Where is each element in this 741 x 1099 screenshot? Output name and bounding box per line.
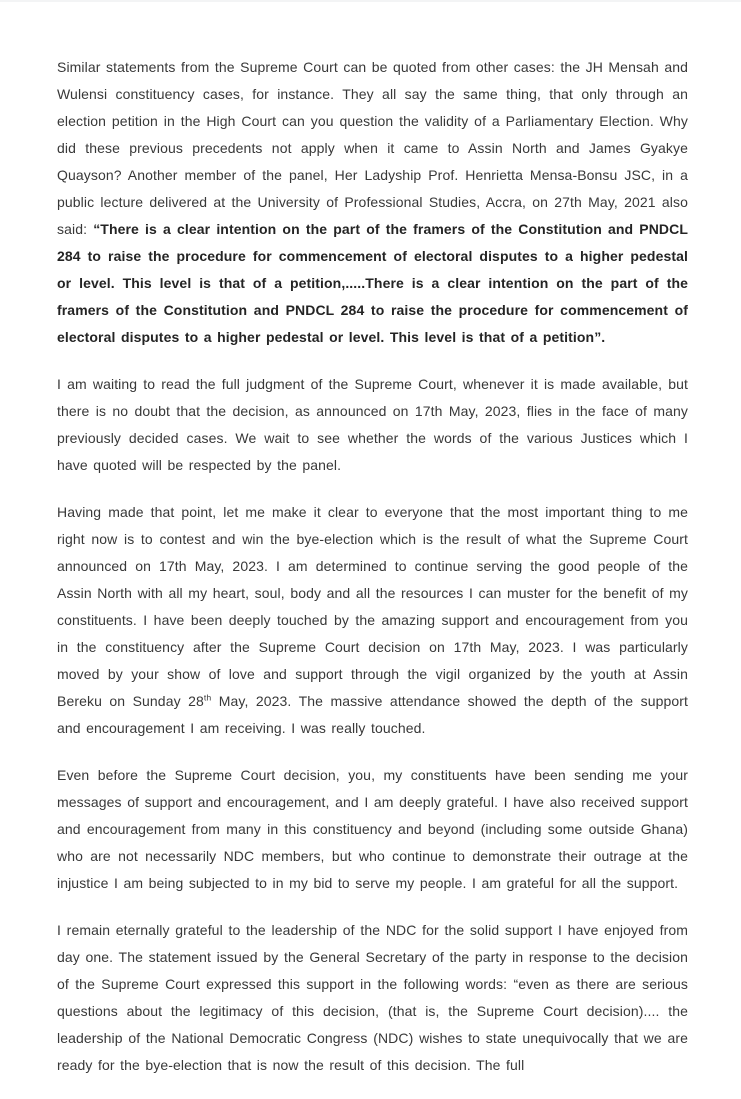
bold-quote-text: “There is a clear intention on the part of the framers of the Constitution and PNDCL 284 to raise the procedure for commencement of electoral disputes to a higher pedestal or level. This level is that of a petition,.....There is a clear intention on the part of the framers of the Constitution and PNDCL 284 to raise the procedure for commencement of electoral disputes to a higher pedestal or level. This level is that of a petition”.: [57, 221, 694, 345]
paragraph: [57, 499, 694, 742]
body-text: Having made that point, let me make it clear to everyone that the most important thing to me right now is to contest and win the bye-election which is the result of what the Supreme Court announced on 17th May, 2023. I am determined to continue serving the good people of the Assin North with all my heart, soul, body and all the resources I can muster for the benefit of my constituents. I have been deeply touched by the amazing support and encouragement from you in the constituency after the Supreme Court decision on 17th May, 2023. I was particularly moved by your show of love and support through the vigil organized by the youth at Assin Bereku on Sunday 28: [57, 504, 694, 709]
body-text: May, 2023. The massive attendance showed the depth of the support and encouragement I am receiving. I was really touched.: [57, 693, 694, 736]
body-text: I am waiting to read the full judgment of the Supreme Court, whenever it is made available, but there is no doubt that the decision, as announced on 17th May, 2023, flies in the face of many previously decided cases. We wait to see whether the words of the various Justices which I have quoted will be respected by the panel.: [57, 376, 694, 473]
paragraph: [57, 371, 694, 479]
body-text: Even before the Supreme Court decision, you, my constituents have been sending me your messages of support and encouragement, and I am deeply grateful. I have also received support and encouragement from many in this constituency and beyond (including some outside Ghana) who are not necessarily NDC members, but who continue to demonstrate their outrage at the injustice I am being subjected to in my bid to serve my people. I am grateful for all the support.: [57, 767, 694, 891]
body-text: Similar statements from the Supreme Court can be quoted from other cases: the JH Mensah and Wulensi constituency cases, for instance. They all say the same thing, that only through an election petition in the High Court can you question the validity of a Parliamentary Election. Why did these previous precedents not apply when it came to Assin North and James Gyakye Quayson? Another member of the panel, Her Ladyship Prof. Henrietta Mensa-Bonsu JSC, in a public lecture delivered at the University of Professional Studies, Accra, on 27th May, 2021 also said:: [57, 59, 694, 237]
paragraph: [57, 917, 694, 1079]
body-text: I remain eternally grateful to the leadership of the NDC for the solid support I have enjoyed from day one. The statement issued by the General Secretary of the party in response to the decision of the Supreme Court expressed this support in the following words: “even as there are serious questions about the legitimacy of this decision, (that is, the Supreme Court decision).... the leadership of the National Democratic Congress (NDC) wishes to state unequivocally that we are ready for the bye-election that is now the result of this decision. The full: [57, 922, 694, 1073]
paragraph: [57, 54, 694, 351]
paragraph: [57, 762, 694, 897]
ordinal-superscript: th: [203, 692, 212, 703]
document-body: [57, 54, 694, 1099]
